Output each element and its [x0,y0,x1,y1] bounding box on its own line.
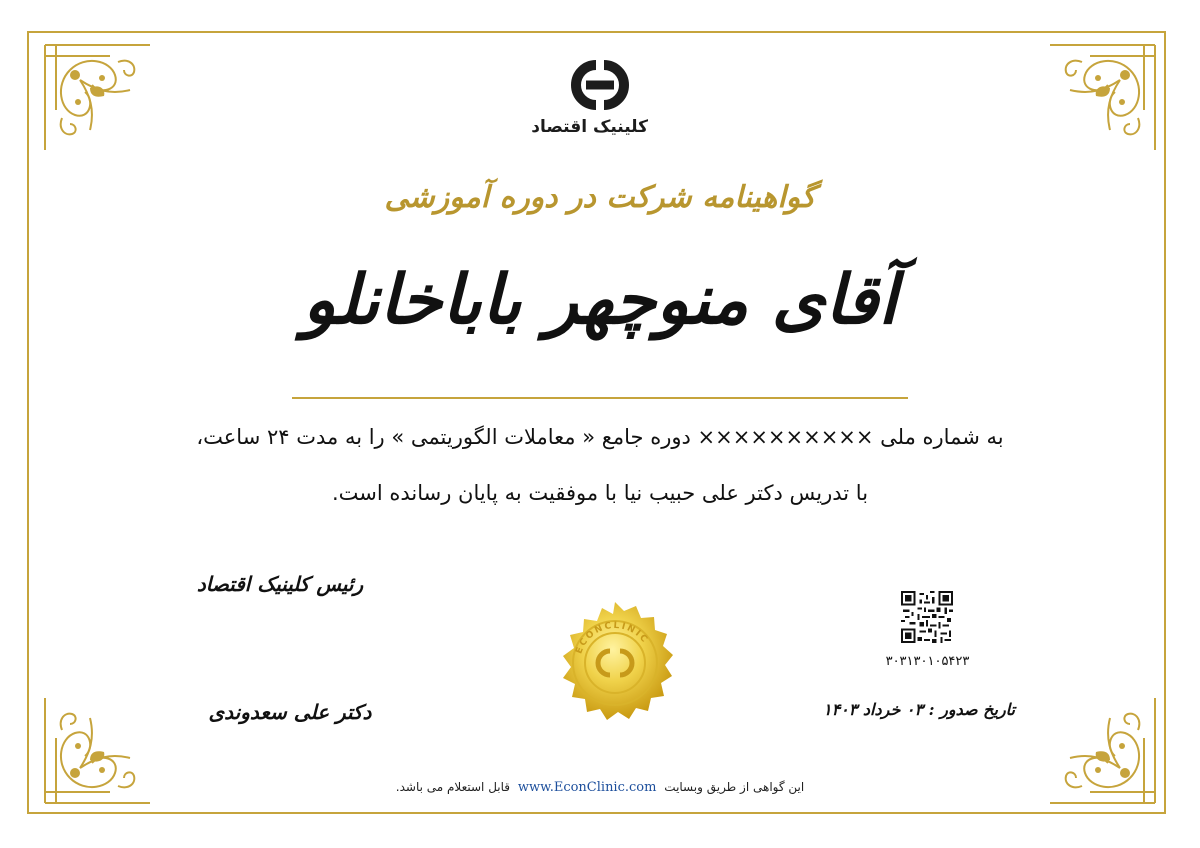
website-link[interactable]: www.EconClinic.com [517,780,657,795]
signatory-name: دکتر علی سعدوندی [208,700,372,724]
certificate-body-line-1: به شماره ملی ×××××××××× دوره جامع « معاملات الگوریتمی » را به مدت ۲۴ ساعت، [196,425,1004,449]
brand-logo [531,55,648,145]
seal-text: ECONCLINIC [574,620,651,656]
gold-seal-icon [540,593,690,733]
signatory-title: رئیس کلینیک اقتصاد [196,572,364,596]
econclinic-logo-icon [558,55,642,115]
brand-name: کلینیک اقتصاد [531,117,648,137]
floral-corner-ornament-icon [40,688,160,808]
name-underline [292,397,908,399]
footer-note [300,780,900,795]
floral-corner-ornament-icon [1040,40,1160,160]
certificate-body-line-2: با تدریس دکتر علی حبیب نیا با موفقیت به پایان رسانده است. [331,481,869,505]
footer-text-before: این گواهی از طریق وبسایت [664,780,805,794]
certificate-subtitle: گواهینامه شرکت در دوره آموزشی [384,180,816,215]
recipient-name: آقای منوچهر باباخانلو [302,260,898,340]
issue-date: تاریخ صدور : ۰۳ خرداد ۱۴۰۳ [822,700,1015,719]
footer-text-after: قابل استعلام می باشد. [395,780,511,794]
floral-corner-ornament-icon [1040,688,1160,808]
floral-corner-ornament-icon [40,40,160,160]
qr-code-icon [901,591,953,643]
certificate-number: ۳۰۳۱۳۰۱۰۵۴۲۳ [885,654,970,669]
